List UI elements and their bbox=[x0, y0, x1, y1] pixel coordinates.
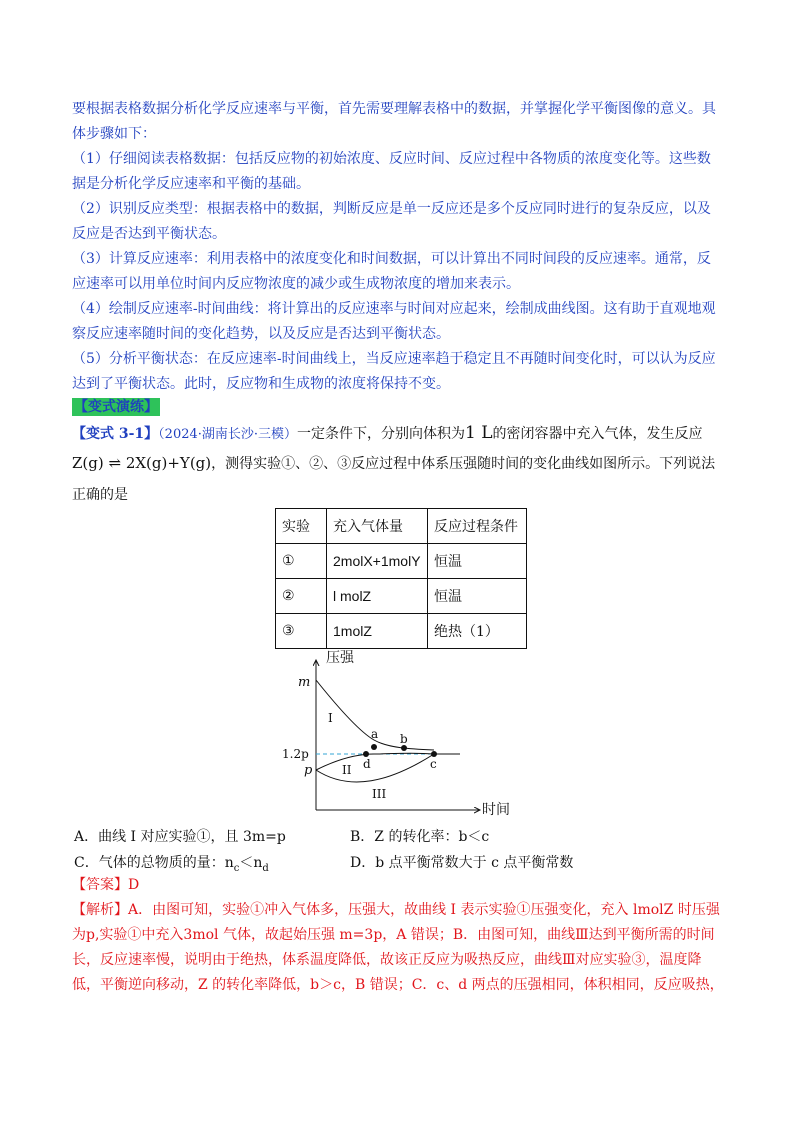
table-cell: l molZ bbox=[327, 579, 428, 614]
pressure-time-graph bbox=[270, 650, 520, 820]
intro-line-2: 体步骤如下： bbox=[72, 126, 156, 142]
step-2-line-1: （2）识别反应类型：根据表格中的数据，判断反应是单一反应还是多个反应同时进行的复杂反应，以及 bbox=[72, 201, 711, 217]
question-source: （2024·湖南长沙·三模） bbox=[158, 427, 298, 442]
analysis-line-3: 长，反应速率慢，说明由于绝热，体系温度降低，故该正反应为吸热反应，曲线Ⅲ对应实验③，温度降 bbox=[72, 952, 702, 968]
step-1-line-1: （1）仔细阅读表格数据：包括反应物的初始浓度、反应时间、反应过程中各物质的浓度变化等。这些数 bbox=[72, 151, 711, 167]
step-1-line-2: 据是分析化学反应速率和平衡的基础。 bbox=[72, 176, 310, 192]
curve-I-label: I bbox=[328, 711, 333, 725]
table-header-row bbox=[276, 509, 527, 544]
curve-II bbox=[316, 753, 460, 770]
label-d: d bbox=[363, 757, 371, 771]
volume: 1 L bbox=[465, 423, 493, 443]
question-line-3: 正确的是 bbox=[72, 487, 128, 503]
option-D: D．b 点平衡常数大于 c 点平衡常数 bbox=[350, 855, 574, 871]
label-m: m bbox=[298, 675, 311, 690]
question-line-2: Z(g) ⇌ 2X(g)+Y(g)，测得实验①、②、③反应过程中体系压强随时间的变化曲线如图所示。下列说法 bbox=[72, 454, 716, 472]
table-cell: 绝热（1） bbox=[428, 614, 527, 649]
label-p: p bbox=[304, 763, 313, 778]
analysis-line-1: 【解析】A．由图可知，实验①冲入气体多，压强大，故曲线 I 表示实验①压强变化，充入 lmolZ 时压强 bbox=[72, 902, 720, 918]
label-b: b bbox=[400, 732, 408, 746]
label-a: a bbox=[371, 727, 379, 741]
curve-II-label: II bbox=[342, 763, 352, 777]
step-2-line-2: 反应是否达到平衡状态。 bbox=[72, 226, 226, 242]
question-tag: 【变式 3-1】 bbox=[72, 426, 159, 442]
table-cell: 恒温 bbox=[428, 579, 527, 614]
table-cell: ③ bbox=[276, 614, 327, 649]
option-B: B．Z 的转化率：b＜c bbox=[350, 829, 490, 845]
step-5-line-2: 达到了平衡状态。此时，反应物和生成物的浓度将保持不变。 bbox=[72, 376, 450, 392]
table-row bbox=[276, 579, 527, 614]
section-title: 【变式演练】 bbox=[74, 399, 158, 415]
reaction-equation: Z(g) ⇌ 2X(g)+Y(g) bbox=[72, 454, 212, 472]
table-cell: 1molZ bbox=[327, 614, 428, 649]
step-5-line-1: （5）分析平衡状态：在反应速率-时间曲线上，当反应速率趋于稳定且不再随时间变化时，可以认为反应 bbox=[72, 351, 716, 367]
table-header: 充入气体量 bbox=[327, 509, 428, 544]
option-A: A．曲线 I 对应实验①，且 3m=p bbox=[74, 829, 286, 845]
step-3-line-1: （3）计算反应速率：利用表格中的浓度变化和时间数据，可以计算出不同时间段的反应速率。通常，反 bbox=[72, 251, 711, 267]
answer-label: 【答案】D bbox=[72, 877, 140, 893]
question-line-1: 【变式 3-1】（2024·湖南长沙·三模）一定条件下，分别向体积为1 L的密闭容器中充入气体，发生反应 bbox=[72, 423, 703, 443]
table-cell: 恒温 bbox=[428, 544, 527, 579]
analysis-line-2: 为p,实验①中充入3mol 气体，故起始压强 m=3p，A 错误；B．由图可知，曲线Ⅲ达到平衡所需的时间 bbox=[72, 927, 715, 943]
option-C: C．气体的总物质的量：$n_c<n_d$ bbox=[74, 855, 269, 874]
table-row bbox=[276, 614, 527, 649]
table-cell: ① bbox=[276, 544, 327, 579]
point-a bbox=[371, 744, 377, 750]
curve-III-label: III bbox=[372, 787, 387, 801]
table-row bbox=[276, 544, 527, 579]
table-cell: ② bbox=[276, 579, 327, 614]
label-c: c bbox=[430, 757, 437, 771]
intro-line-1: 要根据表格数据分析化学反应速率与平衡，首先需要理解表格中的数据，并掌握化学平衡图像的意义。具 bbox=[72, 101, 716, 117]
table-header: 实验 bbox=[276, 509, 327, 544]
table-header: 反应过程条件 bbox=[428, 509, 527, 544]
table-cell: 2molX+1molY bbox=[327, 544, 428, 579]
x-axis-label: 时间 bbox=[482, 802, 510, 818]
curve-III bbox=[316, 754, 460, 782]
step-4-line-2: 察反应速率随时间的变化趋势，以及反应是否达到平衡状态。 bbox=[72, 326, 450, 342]
label-1-2p: 1.2p bbox=[282, 747, 309, 761]
analysis-line-4: 低，平衡逆向移动，Z 的转化率降低，b＞c，B 错误；C．c、d 两点的压强相同，体积相同，反应吸热， bbox=[72, 977, 724, 993]
y-axis-label: 压强 bbox=[326, 650, 354, 666]
step-4-line-1: （4）绘制反应速率-时间曲线：将计算出的反应速率与时间对应起来，绘制成曲线图。这有助于直观地观 bbox=[72, 301, 716, 317]
step-3-line-2: 应速率可以用单位时间内反应物浓度的减少或生成物浓度的增加来表示。 bbox=[72, 276, 520, 292]
conditions-table bbox=[275, 508, 527, 649]
